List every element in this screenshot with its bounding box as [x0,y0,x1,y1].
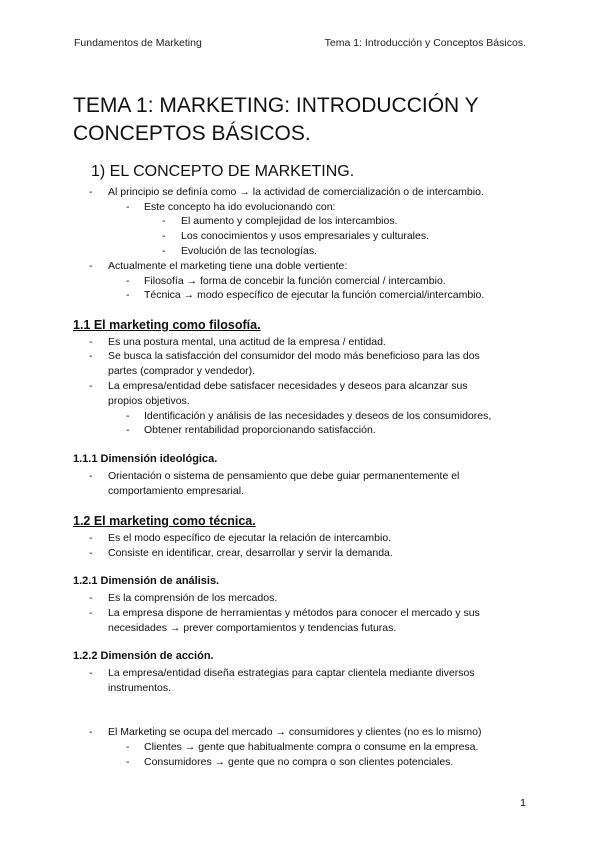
header-left: Fundamentos de Marketing [74,37,202,49]
list-item: La empresa/entidad diseña estrategias para captar clientela mediante diversos [108,667,475,679]
bullet-dash: - [89,607,93,619]
bullet-dash: - [126,289,130,301]
list-item-continuation: comportamiento empresarial. [108,485,244,497]
bullet-dash: - [162,215,166,227]
list-item: El Marketing se ocupa del mercado → consumidores y clientes (no es lo mismo) [108,726,482,738]
bullet-dash: - [89,547,93,559]
bullet-dash: - [89,336,93,348]
list-item: La empresa dispone de herramientas y métodos para conocer el mercado y sus [108,607,480,619]
list-item: Técnica → modo específico de ejecutar la función comercial/intercambio. [144,289,485,301]
section-heading-concept: 1) EL CONCEPTO DE MARKETING. [91,163,355,180]
bullet-dash: - [126,275,130,287]
bullet-dash: - [89,667,93,679]
list-item: Los conocimientos y usos empresariales y culturales. [181,230,430,242]
list-item: Evolución de las tecnologías. [181,245,318,257]
header-right: Tema 1: Introducción y Conceptos Básicos. [324,37,526,49]
bullet-dash: - [89,726,93,738]
list-item: Se busca la satisfacción del consumidor del modo más beneficioso para las dos [108,350,480,362]
bullet-dash: - [162,230,166,242]
bullet-dash: - [126,201,130,213]
list-item: Consiste en identificar, crear, desarrollar y servir la demanda. [108,547,393,559]
list-item: Al principio se definía como → la actividad de comercialización o de intercambio. [108,186,484,198]
list-item: Este concepto ha ido evolucionando con: [144,201,336,213]
list-item: Filosofía → forma de concebir la función comercial / intercambio. [144,275,446,287]
bullet-dash: - [89,350,93,362]
bullet-dash: - [126,424,130,436]
list-item: Es el modo específico de ejecutar la relación de intercambio. [108,532,392,544]
list-item-continuation: necesidades → prever comportamientos y tendencias futuras. [108,622,397,634]
bullet-dash: - [89,260,93,272]
list-item-continuation: instrumentos. [108,682,172,694]
section-heading-analysis: 1.2.1 Dimensión de análisis. [73,575,220,587]
bullet-dash: - [89,380,93,392]
bullet-dash: - [89,592,93,604]
section-heading-ideological: 1.1.1 Dimensión ideológica. [73,453,218,465]
list-item: La empresa/entidad debe satisfacer necesidades y deseos para alcanzar sus [108,380,468,392]
bullet-dash: - [89,470,93,482]
list-item: Actualmente el marketing tiene una doble vertiente: [108,260,348,272]
list-item: Orientación o sistema de pensamiento que debe guiar permanentemente el [108,470,460,482]
list-item: Consumidores → gente que no compra o son clientes potenciales. [144,756,454,768]
list-item-continuation: propios objetivos. [108,395,190,407]
list-item: Identificación y análisis de las necesidades y deseos de los consumidores, [144,410,492,422]
section-heading-philosophy: 1.1 El marketing como filosofía. [73,318,261,332]
section-heading-action: 1.2.2 Dimensión de acción. [73,650,214,662]
list-item: El aumento y complejidad de los intercambios. [181,215,398,227]
bullet-dash: - [162,245,166,257]
bullet-dash: - [126,410,130,422]
list-item: Clientes → gente que habitualmente compra o consume en la empresa. [144,741,479,753]
list-item: Es la comprensión de los mercados. [108,592,278,604]
page-title: TEMA 1: MARKETING: INTRODUCCIÓN Y CONCEPTOS BÁSICOS. [73,94,479,145]
list-item: Es una postura mental, una actitud de la empresa / entidad. [108,336,386,348]
bullet-dash: - [89,532,93,544]
list-item-continuation: partes (comprador y vendedor). [108,365,256,377]
bullet-dash: - [89,186,93,198]
bullet-dash: - [126,756,130,768]
page-number: 1 [520,797,526,809]
list-item: Obtener rentabilidad proporcionando satisfacción. [144,424,376,436]
bullet-dash: - [126,741,130,753]
section-heading-technique: 1.2 El marketing como técnica. [73,514,256,528]
